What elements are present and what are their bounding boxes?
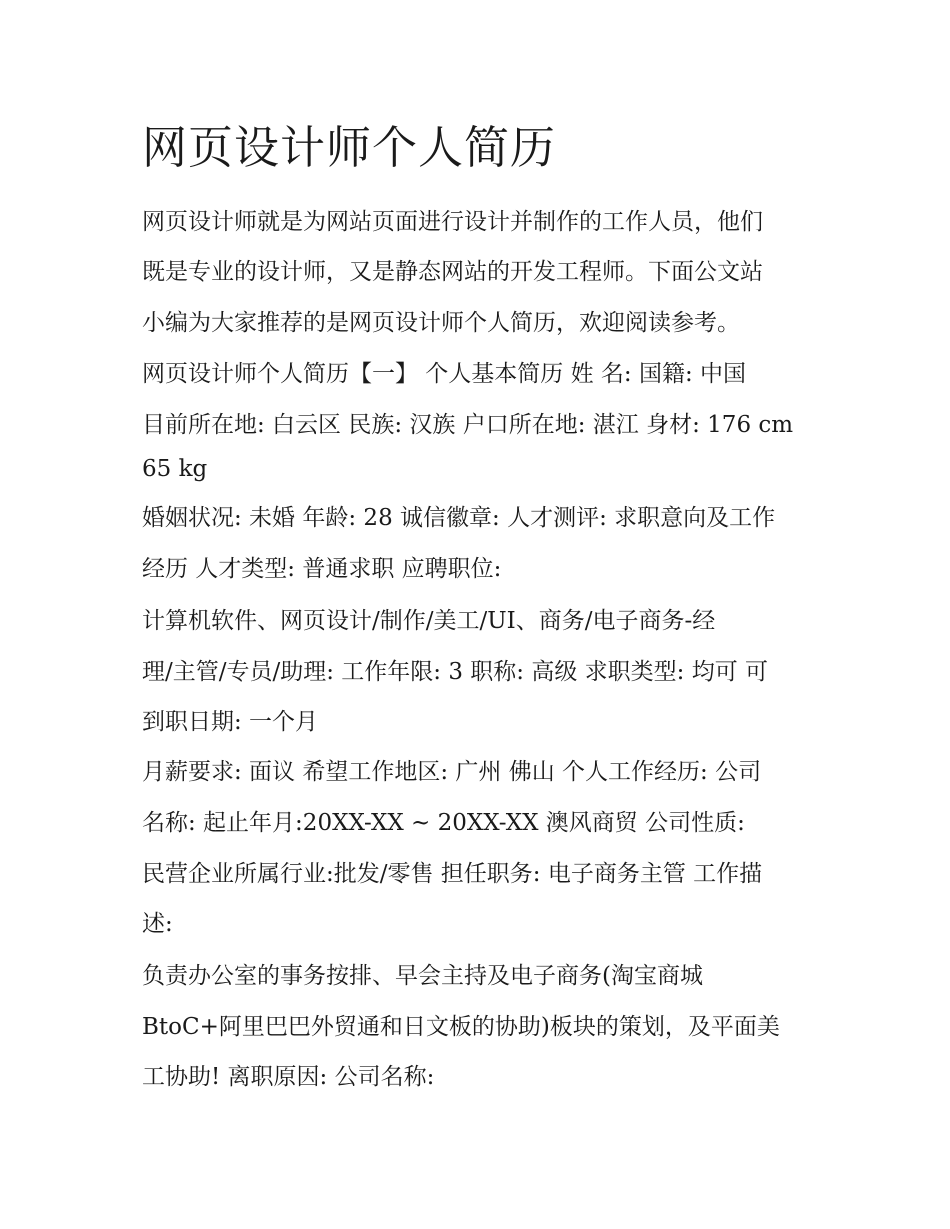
paragraph-line: 工协助! 离职原因: 公司名称: [142, 1064, 435, 1090]
paragraph-line: 述: [142, 911, 173, 937]
paragraph-line: 65 kg [142, 456, 208, 482]
paragraph-line: 小编为大家推荐的是网页设计师个人简历，欢迎阅读参考。 [142, 310, 740, 336]
paragraph-line: 经历 人才类型: 普通求职 应聘职位: [142, 556, 502, 582]
paragraph-line: 理/主管/专员/助理: 工作年限: 3 职称: 高级 求职类型: 均可 可 [142, 659, 769, 685]
paragraph-line: 月薪要求: 面议 希望工作地区: 广州 佛山 个人工作经历: 公司 [142, 759, 762, 785]
paragraph-line: 网页设计师就是为网站页面进行设计并制作的工作人员，他们 [142, 209, 763, 235]
paragraph-line: 负责办公室的事务按排、早会主持及电子商务(淘宝商城 [142, 963, 703, 989]
paragraph-line: 民营企业所属行业:批发/零售 担任职务: 电子商务主管 工作描 [142, 861, 763, 887]
paragraph-line: 网页设计师个人简历【一】 个人基本简历 姓 名: 国籍: 中国 [142, 361, 747, 387]
document-title: 网页设计师个人简历 [142, 121, 557, 174]
paragraph-line: 婚姻状况: 未婚 年龄: 28 诚信徽章: 人才测评: 求职意向及工作 [142, 505, 776, 531]
paragraph-line: 到职日期: 一个月 [142, 709, 319, 735]
paragraph-line: BtoC+阿里巴巴外贸通和日文板的协助)板块的策划，及平面美 [142, 1014, 780, 1040]
paragraph-line: 目前所在地: 白云区 民族: 汉族 户口所在地: 湛江 身材: 176 cm [142, 412, 794, 438]
paragraph-line: 既是专业的设计师，又是静态网站的开发工程师。下面公文站 [142, 259, 763, 285]
paragraph-line: 计算机软件、网页设计/制作/美工/UI、商务/电子商务-经 [142, 608, 716, 634]
paragraph-line: 名称: 起止年月:20XX-XX ~ 20XX-XX 澳风商贸 公司性质: [142, 810, 745, 836]
